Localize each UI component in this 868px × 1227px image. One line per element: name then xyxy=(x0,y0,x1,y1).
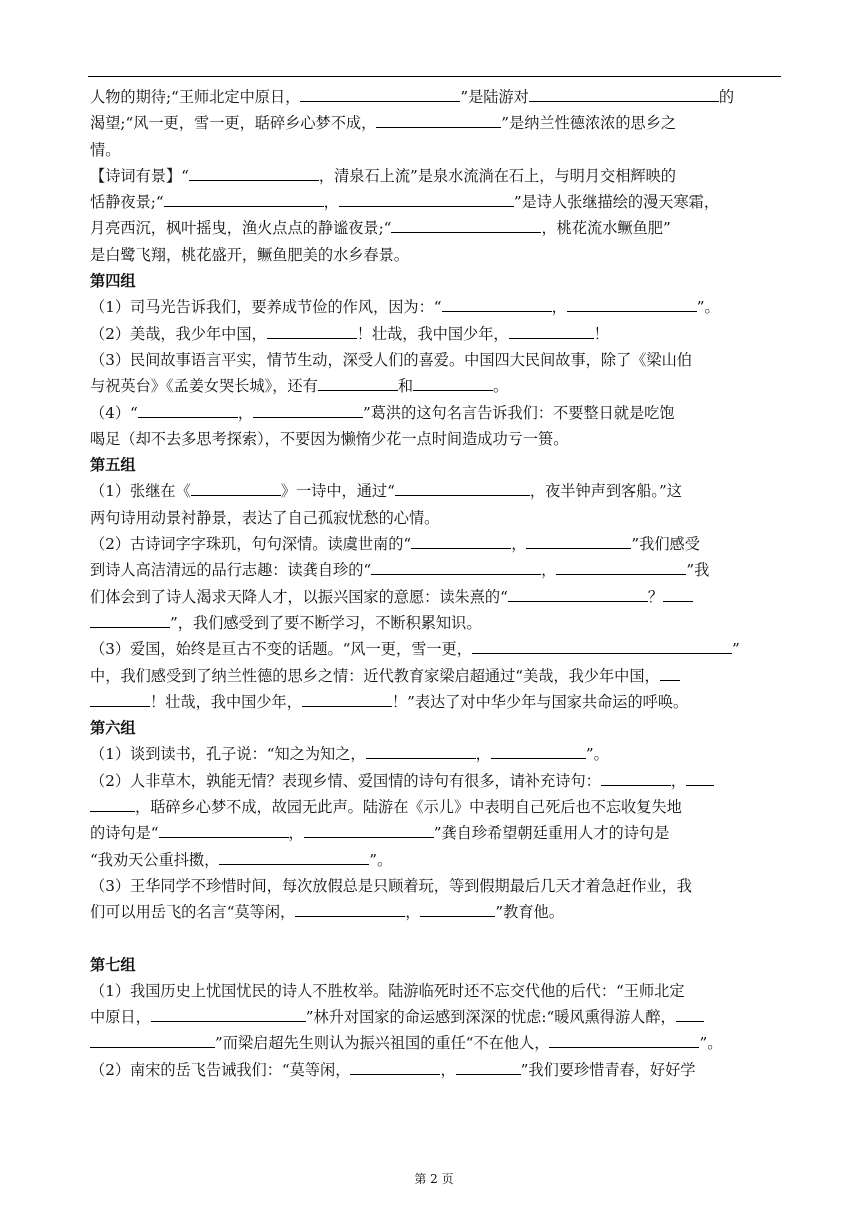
text-segment: （2）人非草木，孰能无情？表现乡情、爱国情的诗句有很多，请补充诗句： xyxy=(90,771,601,790)
fill-in-blank[interactable] xyxy=(508,587,648,602)
line-21 xyxy=(90,663,780,689)
fill-in-blank[interactable] xyxy=(90,613,170,628)
line-07 xyxy=(90,242,780,268)
line-27 xyxy=(90,847,780,873)
line-23 xyxy=(90,741,780,767)
fill-in-blank[interactable] xyxy=(413,376,493,391)
fill-in-blank[interactable] xyxy=(371,560,541,575)
line-15 xyxy=(90,505,780,531)
text-segment: ”教育他。 xyxy=(495,903,564,922)
fill-in-blank[interactable] xyxy=(159,823,289,838)
text-segment: 人物的期待;“王师北定中原日， xyxy=(90,88,301,106)
text-segment: ”。 xyxy=(369,850,393,869)
text-segment: 中，我们感受到了纳兰性德的思乡之情：近代教育家梁启超通过“美哉，我少年中国， xyxy=(90,666,660,685)
text-segment: ， xyxy=(475,745,491,764)
text-segment: ”是陆游对 xyxy=(460,88,529,106)
text-segment: ， xyxy=(237,403,253,422)
line-03 xyxy=(90,137,780,163)
text-segment: 喝足（却不去多思考探索），不要因为懒惰少花一点时间造成功亏一篑。 xyxy=(90,429,569,448)
text-segment: （2）美哉，我少年中国， xyxy=(90,324,267,343)
line-08 xyxy=(90,294,780,320)
fill-in-blank[interactable] xyxy=(318,376,398,391)
fill-in-blank[interactable] xyxy=(267,324,357,339)
text-segment: ， xyxy=(541,561,557,580)
text-segment: ”葛洪的这句名言告诉我们：不要整日就是吃饱 xyxy=(363,403,675,422)
fill-in-blank[interactable] xyxy=(164,192,324,207)
text-segment: 》一诗中，通过“ xyxy=(280,482,395,501)
line-19 xyxy=(90,610,780,636)
text-segment: 们可以用岳飞的名言“莫等闲， xyxy=(90,903,296,922)
text-segment: ”而梁启超先生则认为振兴祖国的重任“不在他人， xyxy=(215,1034,550,1053)
text-segment: 恬静夜景;“ xyxy=(90,193,164,212)
text-segment: ， xyxy=(323,193,339,212)
line-06 xyxy=(90,215,780,241)
fill-in-blank[interactable] xyxy=(526,534,631,549)
text-segment: ！ xyxy=(593,324,609,343)
text-segment: ”，我们感受到了要不断学习，不断积累知识。 xyxy=(170,613,482,632)
fill-in-blank[interactable] xyxy=(686,771,714,786)
text-segment: 第四组 xyxy=(90,272,136,291)
line-29 xyxy=(90,899,780,925)
text-segment: （1）司马光告诉我们，要养成节俭的作风，因为：“ xyxy=(90,298,442,317)
text-segment: ”我们感受 xyxy=(631,535,700,554)
fill-in-blank[interactable] xyxy=(549,1033,699,1048)
fill-in-blank[interactable] xyxy=(339,192,514,207)
text-segment: （2）古诗词字字珠玑，句句深情。读虞世南的“ xyxy=(90,535,412,554)
fill-in-blank[interactable] xyxy=(219,850,369,865)
text-segment: ”。 xyxy=(699,1034,723,1053)
line-22 xyxy=(90,689,780,715)
line-20 xyxy=(90,636,780,662)
line-26 xyxy=(90,820,780,846)
text-segment: 渴望;“风一更，雪一更，聒碎乡心梦不成， xyxy=(90,114,377,133)
text-segment: （4）“ xyxy=(90,403,138,422)
text-segment: ， xyxy=(551,298,567,317)
text-segment: 月亮西沉，枫叶摇曳，渔火点点的静谧夜景;“ xyxy=(90,219,392,238)
text-segment: ， xyxy=(288,824,304,843)
text-segment: 和 xyxy=(397,377,413,396)
text-segment: ！”表达了对中华少年与国家共命运的呼唤。 xyxy=(391,692,689,711)
text-segment: ”。 xyxy=(585,745,609,764)
heading-group-4 xyxy=(90,268,780,294)
fill-in-blank[interactable] xyxy=(509,324,594,339)
fill-in-blank[interactable] xyxy=(253,403,363,418)
text-segment: ！壮哉，我中国少年， xyxy=(356,324,509,343)
fill-in-blank[interactable] xyxy=(411,534,511,549)
fill-in-blank[interactable] xyxy=(350,1060,440,1075)
line-09 xyxy=(90,321,780,347)
text-segment: ！壮哉，我中国少年， xyxy=(150,692,302,711)
fill-in-blank[interactable] xyxy=(138,403,238,418)
line-01 xyxy=(90,84,780,110)
text-segment: （1）我国历史上忧国忧民的诗人不胜枚举。陆游临死时还不忘交代他的后代：“王师北定 xyxy=(90,981,685,1000)
page-number: 第 2 页 xyxy=(414,1172,454,1186)
line-10 xyxy=(90,347,780,373)
line-25 xyxy=(90,794,780,820)
fill-in-blank[interactable] xyxy=(556,560,686,575)
text-segment: ” xyxy=(731,640,740,659)
fill-in-blank[interactable] xyxy=(191,481,281,496)
fill-in-blank[interactable] xyxy=(395,481,530,496)
text-segment: 中原日， xyxy=(90,1008,151,1027)
heading-group-6 xyxy=(90,715,780,741)
text-segment: ， xyxy=(511,535,527,554)
fill-in-blank[interactable] xyxy=(302,692,392,707)
fill-in-blank[interactable] xyxy=(660,666,680,681)
line-24 xyxy=(90,768,780,794)
text-segment: 的诗句是“ xyxy=(90,824,159,843)
fill-in-blank[interactable] xyxy=(391,218,541,233)
line-13 xyxy=(90,426,780,452)
text-segment: 是白鹭飞翔，桃花盛开，鳜鱼肥美的水乡春景。 xyxy=(90,245,409,264)
fill-in-blank[interactable] xyxy=(151,1007,306,1022)
fill-in-blank[interactable] xyxy=(295,902,405,917)
line-18 xyxy=(90,584,780,610)
line-33 xyxy=(90,1057,780,1083)
fill-in-blank[interactable] xyxy=(601,771,671,786)
line-16 xyxy=(90,531,780,557)
fill-in-blank[interactable] xyxy=(472,639,732,654)
text-segment: ？ xyxy=(647,587,664,606)
fill-in-blank[interactable] xyxy=(456,1060,521,1075)
fill-in-blank[interactable] xyxy=(376,113,501,128)
text-segment: 与祝英台》《孟姜女哭长城》，还有 xyxy=(90,377,318,396)
line-28 xyxy=(90,873,780,899)
line-02 xyxy=(90,110,780,136)
fill-in-blank[interactable] xyxy=(420,902,495,917)
text-segment: ，桃花流水鳜鱼肥” xyxy=(541,219,671,238)
text-segment: ， xyxy=(405,903,421,922)
text-segment: ，夜半钟声到客船。”这 xyxy=(529,482,682,501)
text-segment: ，聒碎乡心梦不成，故园无此声。陆游在《示儿》中表明自己死后也不忘收复失地 xyxy=(135,798,682,817)
line-05 xyxy=(90,189,780,215)
line-17 xyxy=(90,557,780,583)
text-segment: ”龚自珍希望朝廷重用人才的诗句是 xyxy=(433,824,670,843)
line-31 xyxy=(90,1004,780,1030)
heading-group-7 xyxy=(90,952,780,978)
text-segment: 第七组 xyxy=(90,955,136,974)
fill-in-blank[interactable] xyxy=(491,744,586,759)
text-segment: ，清泉石上流”是泉水流淌在石上，与明月交相辉映的 xyxy=(318,166,676,185)
text-segment: 。 xyxy=(493,377,509,396)
line-11 xyxy=(90,373,780,399)
heading-group-5 xyxy=(90,452,780,478)
text-segment: 第五组 xyxy=(90,456,136,475)
fill-in-blank[interactable] xyxy=(300,87,460,102)
fill-in-blank[interactable] xyxy=(90,692,150,707)
text-segment: 们体会到了诗人渴求天降人才，以振兴国家的意愿：读朱熹的“ xyxy=(90,587,508,606)
line-12 xyxy=(90,400,780,426)
fill-in-blank[interactable] xyxy=(304,823,434,838)
text-segment: ”是诗人张继描绘的漫天寒霜， xyxy=(513,193,720,212)
line-32 xyxy=(90,1030,780,1056)
text-segment: （1）谈到读书，孔子说：“知之为知之， xyxy=(90,745,366,764)
text-segment: 第六组 xyxy=(90,719,136,738)
worksheet-content xyxy=(90,84,780,1083)
fill-in-blank[interactable] xyxy=(366,744,476,759)
text-segment: ”我们要珍惜青春，好好学 xyxy=(520,1060,696,1079)
text-segment: “我劝天公重抖擞， xyxy=(90,850,220,869)
fill-in-blank[interactable] xyxy=(189,166,319,181)
text-segment: （3）爱国，始终是亘古不变的话题。“风一更，雪一更， xyxy=(90,640,472,659)
text-segment: ”林升对国家的命运感到深深的忧虑:“暖风熏得游人醉， xyxy=(305,1008,676,1027)
spacer-1 xyxy=(90,926,780,952)
fill-in-blank[interactable] xyxy=(663,587,693,602)
fill-in-blank[interactable] xyxy=(529,87,719,102)
line-04 xyxy=(90,163,780,189)
line-14 xyxy=(90,478,780,504)
text-segment: ”是纳兰性德浓浓的思乡之 xyxy=(501,114,677,133)
fill-in-blank[interactable] xyxy=(442,297,552,312)
fill-in-blank[interactable] xyxy=(90,1033,215,1048)
header-rule xyxy=(88,76,781,77)
text-segment: ”。 xyxy=(696,298,720,317)
text-segment: （3）民间故事语言平实，情节生动，深受人们的喜爱。中国四大民间故事，除了《梁山伯 xyxy=(90,350,692,369)
fill-in-blank[interactable] xyxy=(90,797,135,812)
text-segment: （2）南宋的岳飞告诫我们：“莫等闲， xyxy=(90,1060,351,1079)
text-segment: （3）王华同学不珍惜时间，每次放假总是只顾着玩，等到假期最后几天才着急赶作业，我 xyxy=(90,876,692,895)
text-segment: 情。 xyxy=(90,140,121,159)
text-segment: （1）张继在《 xyxy=(90,482,191,501)
fill-in-blank[interactable] xyxy=(567,297,697,312)
text-segment: ， xyxy=(440,1060,456,1079)
line-30 xyxy=(90,978,780,1004)
fill-in-blank[interactable] xyxy=(676,1007,704,1022)
text-segment: ”我 xyxy=(686,561,710,580)
text-segment: 【诗词有景】“ xyxy=(90,166,189,185)
text-segment: 的 xyxy=(718,88,735,106)
text-segment: 到诗人高洁清远的品行志趣：读龚自珍的“ xyxy=(90,561,372,580)
text-segment: 两句诗用动景衬静景，表达了自己孤寂忧愁的心情。 xyxy=(90,508,440,527)
text-segment: ， xyxy=(670,771,687,790)
